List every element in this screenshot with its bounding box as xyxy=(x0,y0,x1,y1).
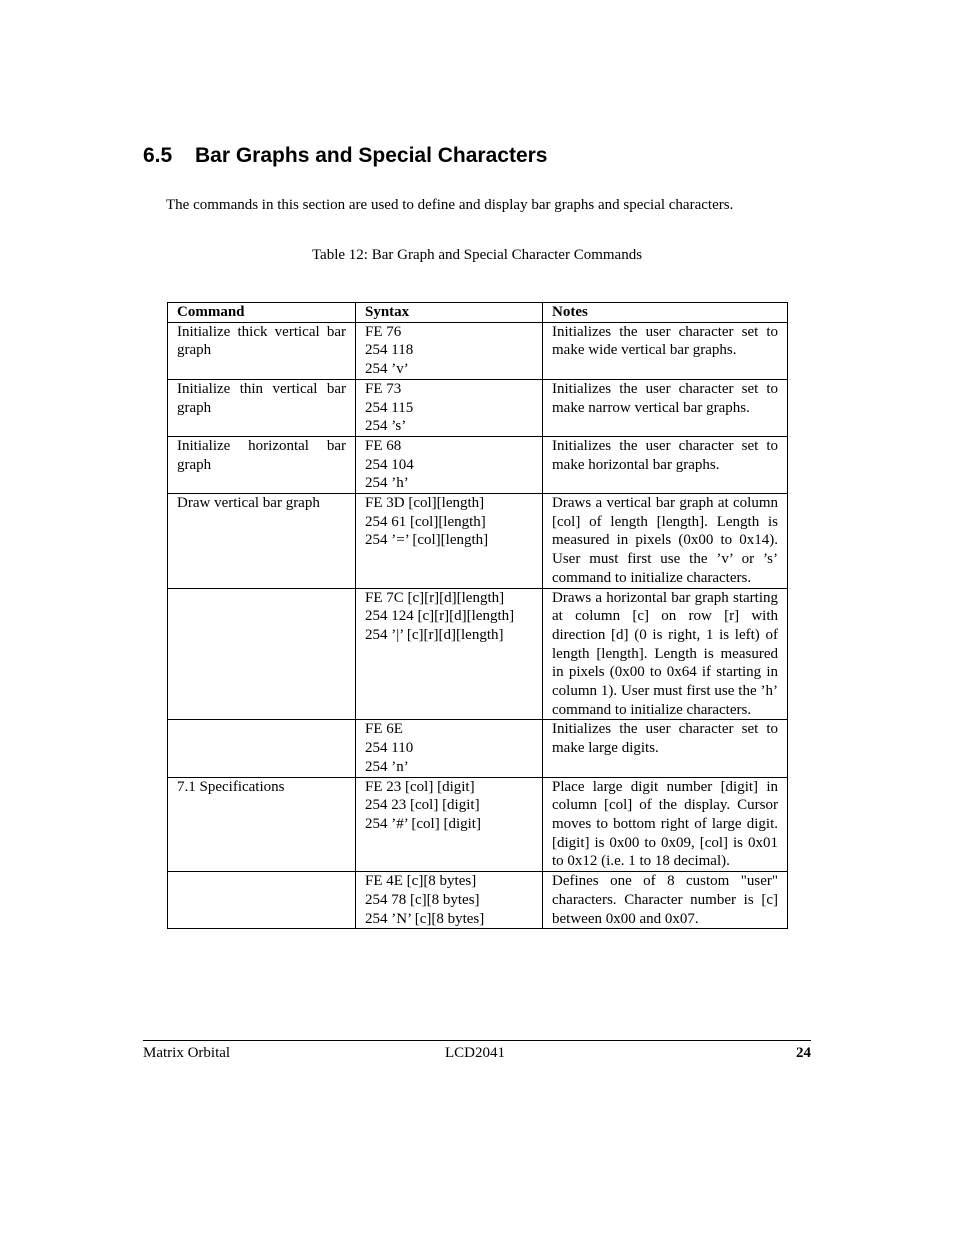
command-cell: Initialize thick vertical bar graph xyxy=(168,322,356,379)
table-header-row xyxy=(168,303,788,323)
syntax-line: FE 6E xyxy=(365,721,403,738)
syntax-line: 254 78 [c][8 bytes] xyxy=(365,891,480,908)
syntax-cell xyxy=(356,588,543,720)
notes-cell: Place large digit number [digit] in column [col] of the display. Cursor moves to bottom right of large digit. [digit] is 0x00 to 0x09, [col] is 0x01 to 0x12 (i.e. 1 to 18 decimal). xyxy=(543,777,788,872)
intro-paragraph: The commands in this section are used to define and display bar graphs and special characters. xyxy=(166,197,734,213)
syntax-line: 254 ’=’ [col][length] xyxy=(365,532,489,549)
syntax-line: 254 61 [col][length] xyxy=(365,513,486,530)
footer-product: LCD2041 xyxy=(445,1045,505,1061)
syntax-line: 254 ’s’ xyxy=(365,418,407,435)
section-heading xyxy=(143,144,547,168)
footer-rule xyxy=(143,1040,811,1041)
table-row xyxy=(168,322,788,379)
table-row xyxy=(168,436,788,493)
syntax-line: FE 3D [col][length] xyxy=(365,495,485,512)
notes-cell: Initializes the user character set to make wide vertical bar graphs. xyxy=(543,322,788,379)
syntax-line: 254 ’|’ [c][r][d][length] xyxy=(365,626,504,643)
notes-cell: Initializes the user character set to make horizontal bar graphs. xyxy=(543,436,788,493)
table-row xyxy=(168,494,788,589)
table-caption: Table 12: Bar Graph and Special Character Commands xyxy=(311,247,643,263)
column-header-command: Command xyxy=(168,303,356,323)
syntax-line: 254 115 xyxy=(365,399,414,416)
command-cell: Draw vertical bar graph xyxy=(168,494,356,589)
syntax-line: 254 118 xyxy=(365,342,414,359)
syntax-line: 254 ’n’ xyxy=(365,758,409,775)
syntax-cell xyxy=(356,322,543,379)
notes-cell: Initializes the user character set to make narrow vertical bar graphs. xyxy=(543,379,788,436)
syntax-line: FE 4E [c][8 bytes] xyxy=(365,873,477,890)
commands-table xyxy=(167,302,788,929)
syntax-line: FE 68 xyxy=(365,437,402,454)
syntax-cell xyxy=(356,494,543,589)
syntax-line: 254 23 [col] [digit] xyxy=(365,797,480,814)
table-row xyxy=(168,379,788,436)
syntax-cell xyxy=(356,720,543,777)
command-cell xyxy=(168,720,356,777)
section-number: 6.5 xyxy=(143,144,173,167)
syntax-cell xyxy=(356,379,543,436)
command-cell: Initialize horizontal bar graph xyxy=(168,436,356,493)
syntax-line: FE 73 xyxy=(365,380,402,397)
notes-cell: Initializes the user character set to make large digits. xyxy=(543,720,788,777)
syntax-cell xyxy=(356,436,543,493)
syntax-line: 254 ’N’ [c][8 bytes] xyxy=(365,910,485,927)
notes-cell: Draws a vertical bar graph at column [col] of length [length]. Length is measured in pixels (0x00 to 0x14). User must first use the ’v’ or ’s’ command to initialize characters. xyxy=(543,494,788,589)
syntax-cell xyxy=(356,872,543,929)
syntax-line: FE 76 xyxy=(365,323,402,340)
page-number: 24 xyxy=(796,1045,811,1061)
syntax-line: 254 ’#’ [col] [digit] xyxy=(365,815,481,832)
table-row xyxy=(168,872,788,929)
command-cell: Initialize thin vertical bar graph xyxy=(168,379,356,436)
notes-cell: Draws a horizontal bar graph starting at column [c] on row [r] with direction [d] (0 is right, 1 is left) of length [length]. Length is measured in pixels (0x00 to 0x64 if starting in column 1). User must first use the ’h’ command to initialize characters. xyxy=(543,588,788,720)
syntax-line: 254 104 xyxy=(365,456,414,473)
command-cell xyxy=(168,588,356,720)
syntax-line: FE 23 [col] [digit] xyxy=(365,778,475,795)
syntax-line: 254 110 xyxy=(365,740,414,757)
column-header-syntax: Syntax xyxy=(356,303,543,323)
footer-company: Matrix Orbital xyxy=(143,1045,231,1061)
command-cell: 7.1 Specifications xyxy=(168,777,356,872)
command-cell xyxy=(168,872,356,929)
table-row xyxy=(168,720,788,777)
column-header-notes: Notes xyxy=(543,303,788,323)
syntax-line: 254 ’v’ xyxy=(365,361,409,378)
section-title: Bar Graphs and Special Characters xyxy=(195,144,548,167)
syntax-line: 254 124 [c][r][d][length] xyxy=(365,608,515,625)
table-row xyxy=(168,588,788,720)
syntax-line: FE 7C [c][r][d][length] xyxy=(365,589,505,606)
syntax-line: 254 ’h’ xyxy=(365,475,409,492)
syntax-cell xyxy=(356,777,543,872)
table-row xyxy=(168,777,788,872)
notes-cell: Defines one of 8 custom "user" characters. Character number is [c] between 0x00 and 0x07. xyxy=(543,872,788,929)
